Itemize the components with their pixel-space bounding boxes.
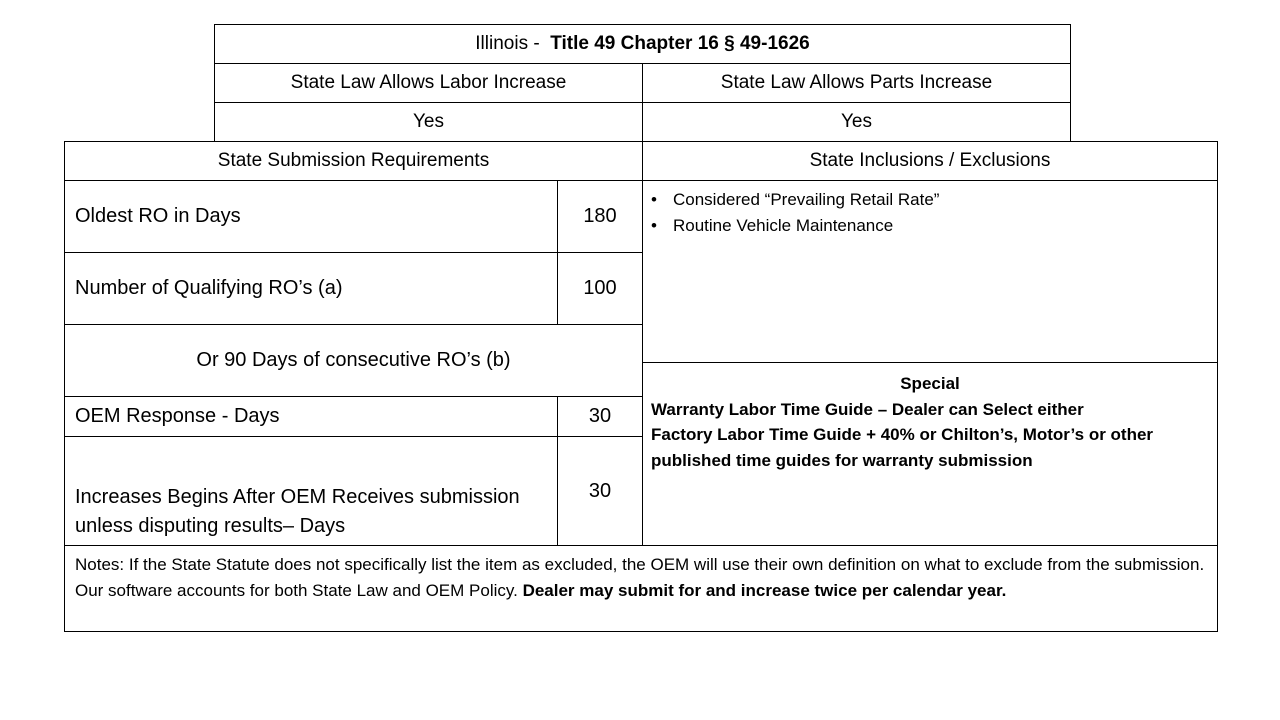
increase-begins-label-line1: Increases Begins After OEM Receives submission — [75, 486, 520, 508]
parts-increase-value — [642, 102, 1071, 142]
increase-begins-value-cell — [557, 436, 643, 546]
submission-requirements-header — [64, 141, 643, 181]
consecutive-ros-option-cell — [64, 324, 643, 397]
labor-increase-header — [214, 63, 643, 103]
statute-reference: Title 49 Chapter 16 § 49-1626 — [550, 33, 810, 54]
inclusions-list — [643, 187, 1217, 239]
oldest-ro-value: 180 — [583, 205, 617, 227]
inclusions-exclusions-title: State Inclusions / Exclusions — [809, 150, 1051, 171]
special-line-3: published time guides for warranty submission — [651, 450, 1033, 470]
labor-increase-header-label: State Law Allows Labor Increase — [290, 72, 567, 93]
inclusion-item: • Considered “Prevailing Retail Rate” — [643, 187, 1217, 213]
increase-begins-label-line2: unless disputing results– Days — [75, 515, 346, 537]
special-cell — [642, 362, 1218, 546]
oldest-ro-value-cell — [557, 180, 643, 253]
oem-response-value: 30 — [588, 405, 612, 427]
qualifying-ros-label: Number of Qualifying RO’s (a) — [75, 277, 343, 299]
parts-increase-header-label: State Law Allows Parts Increase — [720, 72, 993, 93]
state-name: Illinois - — [475, 33, 540, 54]
notes-bold-text: Dealer may submit for and increase twice per calendar year. — [522, 581, 1007, 600]
oem-response-value-cell — [557, 396, 643, 437]
labor-increase-value-text: Yes — [413, 111, 444, 132]
statute-title-cell — [214, 24, 1071, 64]
labor-increase-value — [214, 102, 643, 142]
inclusions-exclusions-cell — [642, 180, 1218, 363]
inclusions-exclusions-header — [642, 141, 1218, 181]
inclusion-item: • Routine Vehicle Maintenance — [643, 213, 1217, 239]
special-line-2: Factory Labor Time Guide + 40% or Chilton’s, Motor’s or other — [651, 425, 1154, 445]
notes-text: Notes: If the State Statute does not specifically list the item as excluded, the OEM will use their own definition on what to exclude from the submission. Our software accounts for both State Law and OEM Policy. — [75, 555, 1205, 600]
parts-increase-header — [642, 63, 1071, 103]
qualifying-ros-value-cell — [557, 252, 643, 325]
oem-response-label-cell — [64, 396, 558, 437]
special-title: Special — [900, 374, 960, 393]
oldest-ro-label-cell — [64, 180, 558, 253]
increase-begins-label-cell — [64, 436, 558, 546]
qualifying-ros-label-cell — [64, 252, 558, 325]
parts-increase-value-text: Yes — [841, 111, 872, 132]
qualifying-ros-value: 100 — [583, 277, 617, 299]
submission-requirements-title: State Submission Requirements — [217, 150, 490, 171]
special-line-1: Warranty Labor Time Guide – Dealer can Select either — [651, 399, 1084, 419]
consecutive-ros-option: Or 90 Days of consecutive RO’s (b) — [196, 349, 511, 371]
oem-response-label: OEM Response - Days — [75, 405, 280, 427]
increase-begins-value: 30 — [588, 479, 612, 502]
notes-cell — [64, 545, 1218, 632]
oldest-ro-label: Oldest RO in Days — [75, 205, 241, 227]
